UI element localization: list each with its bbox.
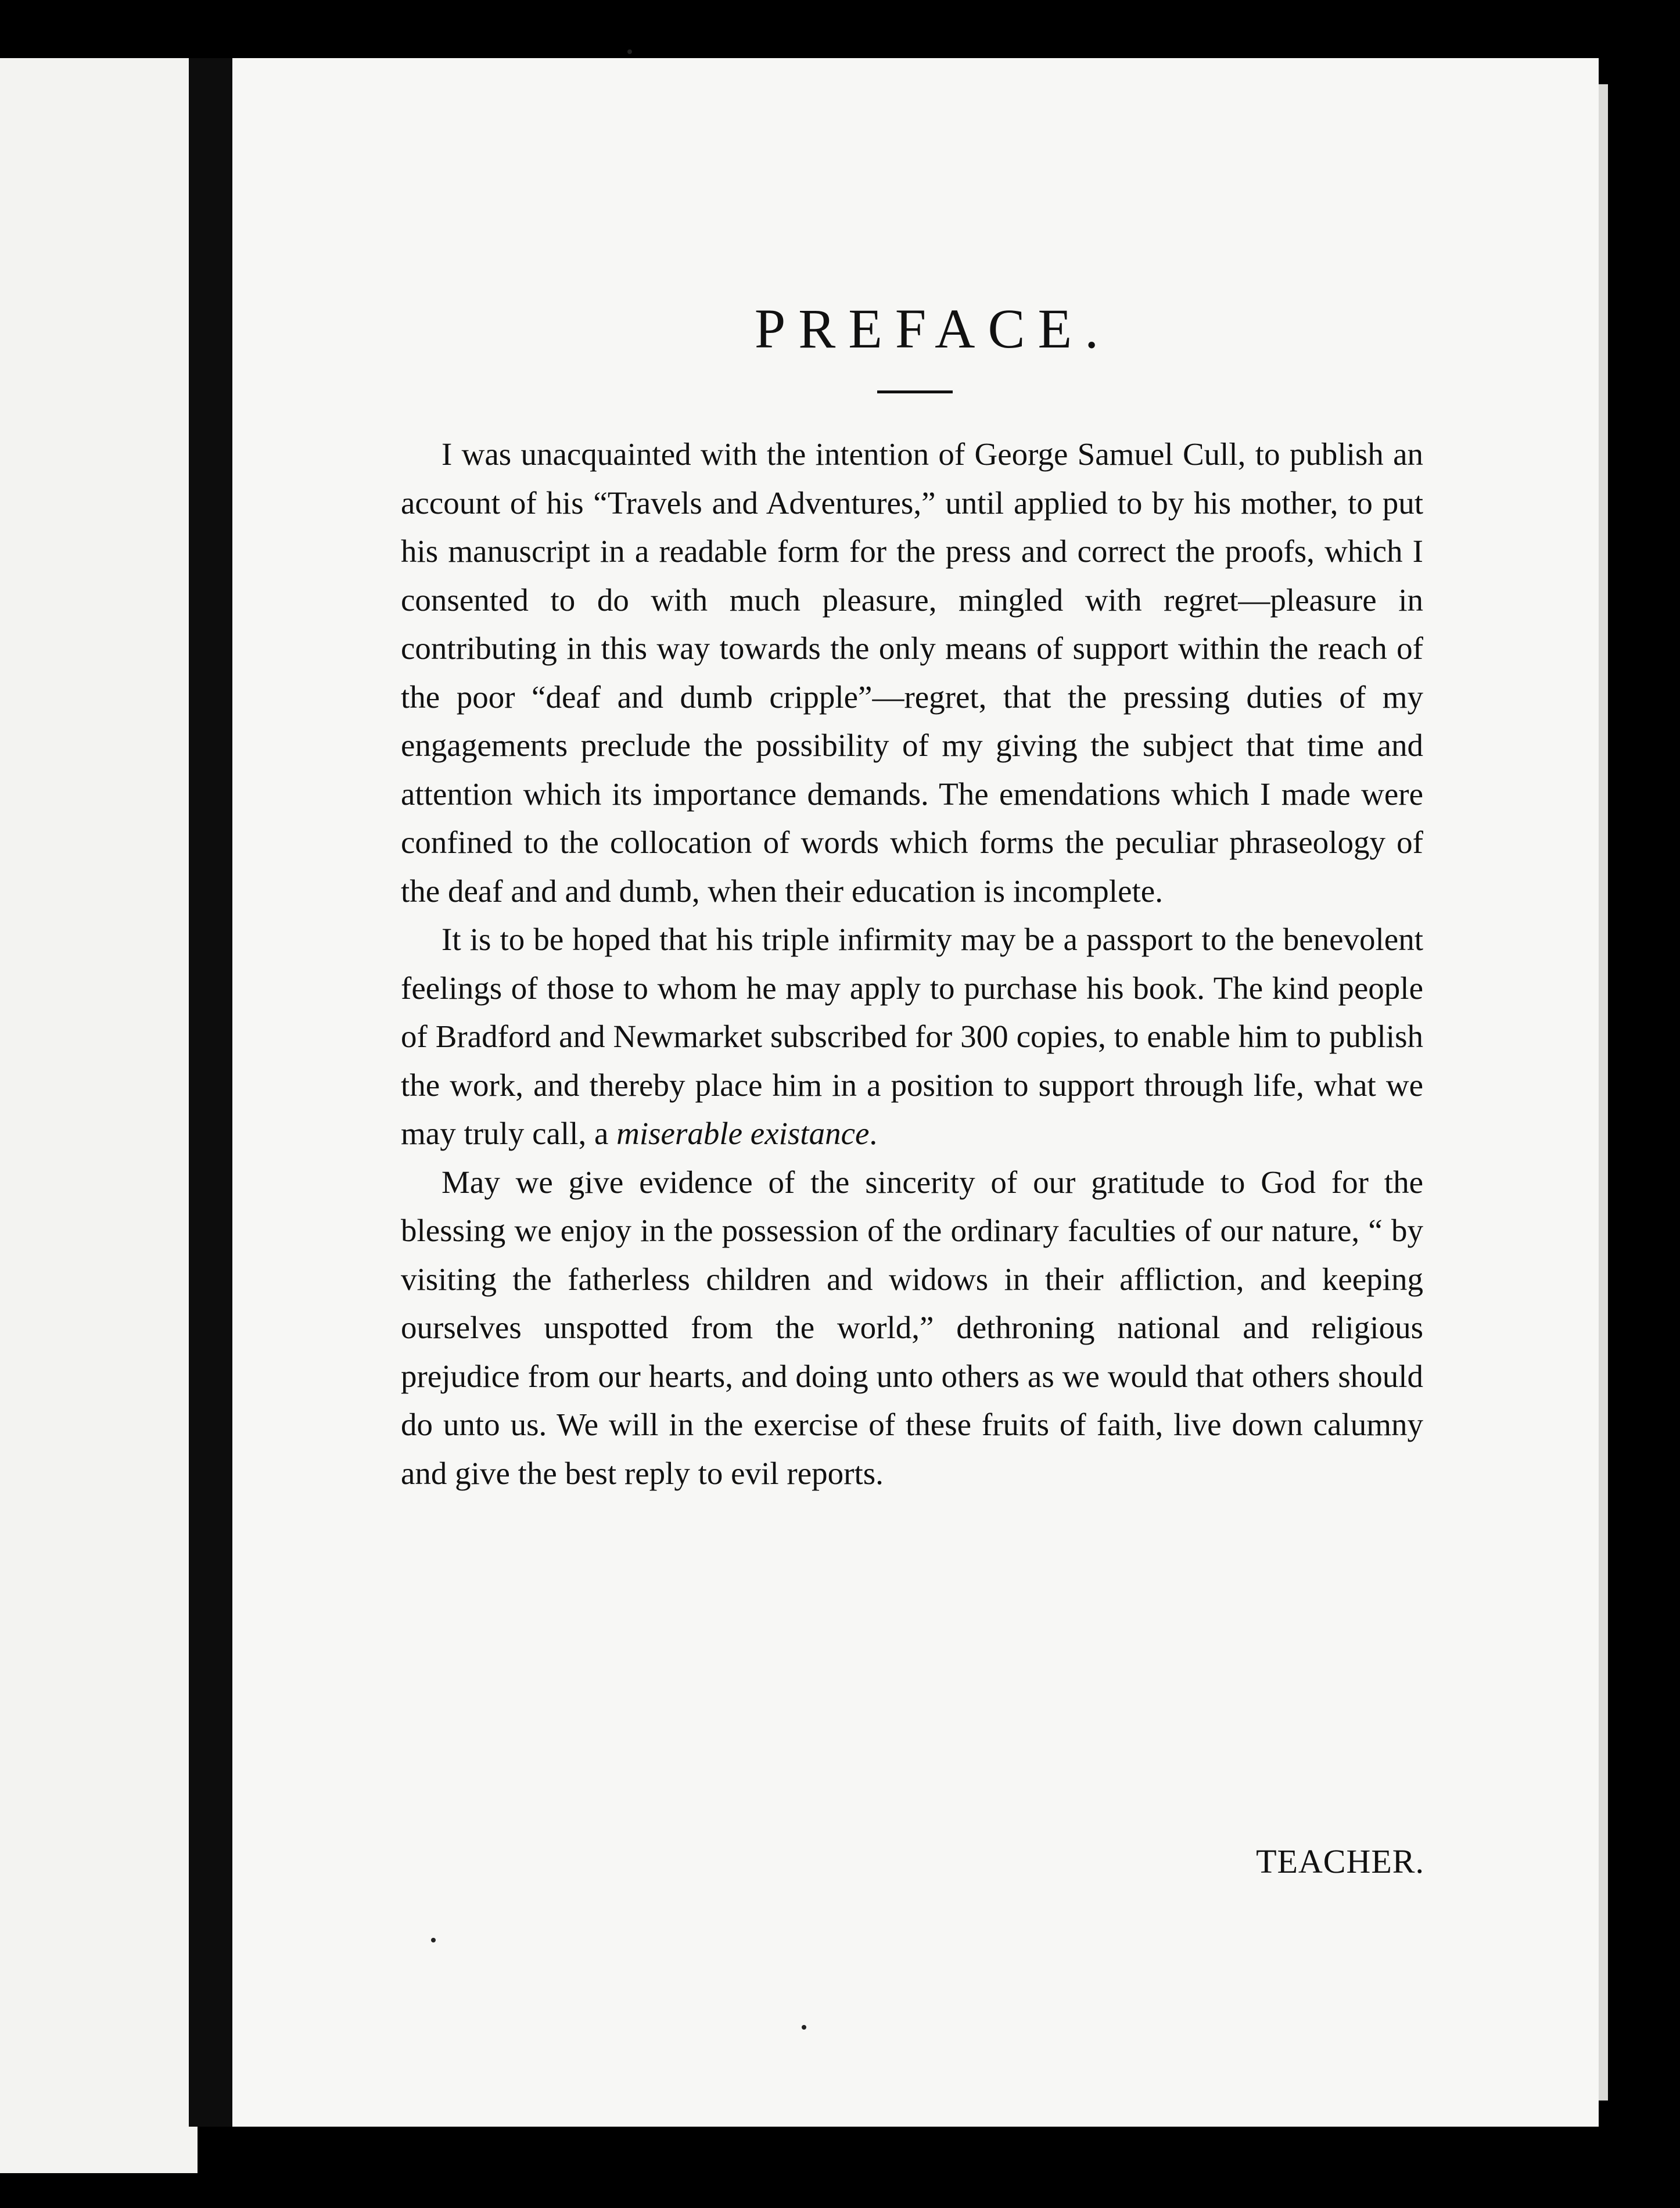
left-page-edge: [0, 58, 198, 2173]
scan-speck: [802, 2025, 806, 2030]
scan-speck: [627, 49, 632, 54]
paragraph-2-end: .: [869, 1116, 878, 1151]
page-title: PREFACE.: [754, 297, 1112, 360]
page-edge-shadow: [1599, 84, 1608, 2101]
page: [232, 58, 1599, 2127]
paragraph-2: [401, 915, 1423, 1158]
paragraph-2-italic: miserable existance: [616, 1116, 870, 1151]
title-rule: [877, 390, 953, 393]
signature: TEACHER.: [1256, 1843, 1424, 1880]
scan-speck: [431, 1938, 436, 1942]
paragraph-3-text: May we give evidence of the sincerity of our gratitude to God for the blessing we enjoy in the possession of the ordinary faculties of our nature, “ by visiting the fatherless children and widows in their affliction, and keeping ourselves unspotted from the world,” dethroning national and religious prejudice from our hearts, and doing unto others as we would that others should do unto us. We will in the exercise of these fruits of faith, live down calumny and give the best reply to evil reports.: [401, 1164, 1423, 1491]
paragraph-1-text: I was unacquainted with the intention of George Samuel Cull, to publish an account of his “Travels and Adventures,” until applied to by his mother, to put his manuscript in a readable form for the press and correct the proofs, which I consented to do with much pleasure, mingled with regret—pleasure in contributing in this way towards the only means of support within the reach of the poor “deaf and dumb cripple”—regret, that the pressing duties of my engagements preclude the possibility of my giving the subject that time and attention which its importance demands. The emendations which I made were confined to the collocation of words which forms the peculiar phraseology of the deaf and and dumb, when their education is incomplete.: [401, 436, 1423, 909]
paragraph-2-text: It is to be hoped that his triple infirmity may be a passport to the benevolent feelings of those to whom he may apply to purchase his book. The kind people of Bradford and Newmarket subscribed for 300 copies, to enable him to publish the work, and thereby place him in a position to support through life, what we may truly call, a: [401, 922, 1423, 1151]
preface-body: [401, 430, 1423, 1497]
book-spine: [189, 58, 235, 2127]
paragraph-3: [401, 1158, 1423, 1498]
paragraph-1: [401, 430, 1423, 915]
